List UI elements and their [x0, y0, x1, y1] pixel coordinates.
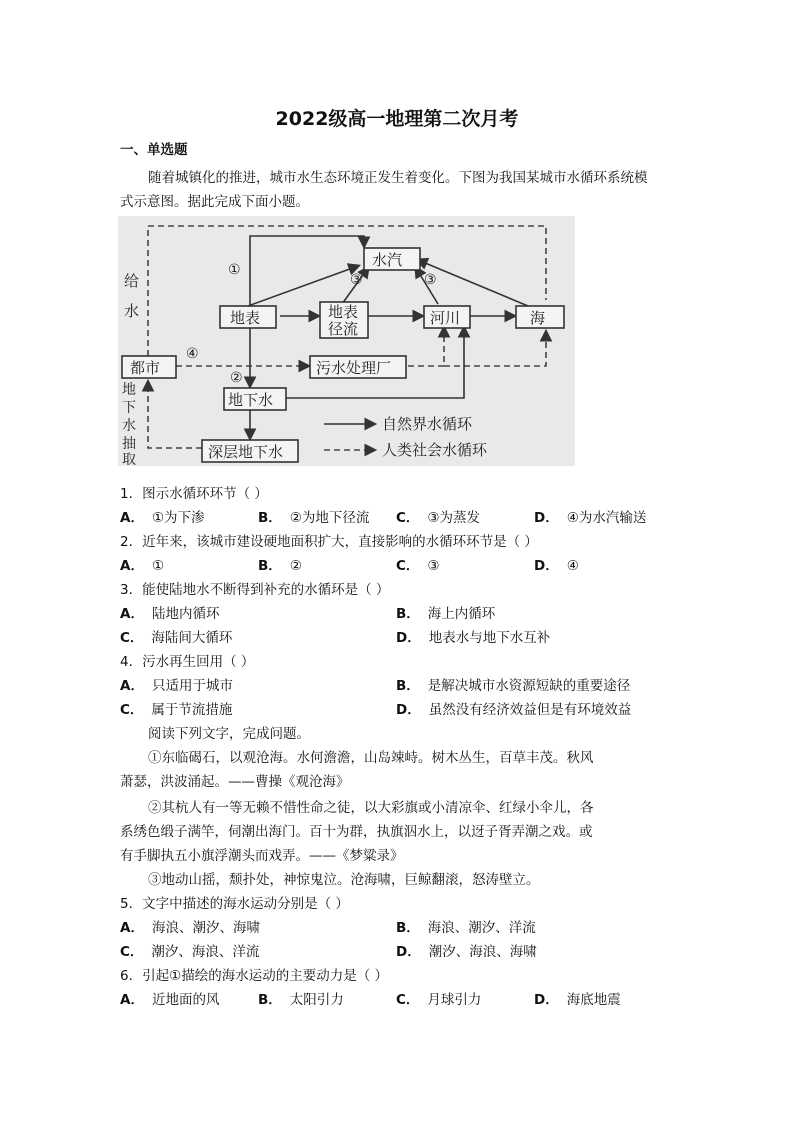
- q1-text-d: ④为水汽输送: [566, 510, 647, 526]
- q6-text-a: 近地面的风: [151, 992, 220, 1008]
- q6-letter-a: A．: [120, 992, 144, 1008]
- runoff-label-2: 径流: [328, 320, 359, 338]
- reading-p1-line-1: ①东临碣石，以观沧海。水何澹澹，山岛竦峙。树木丛生，百草丰茂。秋风: [148, 750, 594, 766]
- q5-option-d[interactable]: [396, 940, 537, 960]
- q4-option-c[interactable]: [120, 698, 232, 718]
- q1-option-d[interactable]: [534, 506, 646, 526]
- marker-1: ①: [228, 262, 241, 278]
- q4-option-d[interactable]: [396, 698, 631, 718]
- q5-letter-c: C．: [120, 944, 144, 960]
- reading-p2-line-1: ②其杭人有一等无赖不惜性命之徒，以大彩旗或小清凉伞、红绿小伞儿，各: [148, 800, 594, 816]
- legend-human: 人类社会水循环: [382, 441, 488, 459]
- q6-text-d: 海底地震: [566, 992, 621, 1008]
- q3-letter-d: D．: [396, 630, 421, 646]
- runoff-label-1: 地表: [328, 303, 359, 321]
- q2-option-c[interactable]: [396, 554, 440, 574]
- q5-option-b[interactable]: [396, 916, 536, 936]
- water-cycle-diagram: [118, 216, 575, 466]
- q4-text-d: 虽然没有经济效益但是有环境效益: [428, 702, 632, 718]
- q4-text-a: 只适用于城市: [151, 678, 233, 694]
- surface-label: 地表: [230, 309, 261, 327]
- q2-option-b[interactable]: [258, 554, 302, 574]
- marker-4: ④: [186, 346, 199, 362]
- q1-letter-d: D．: [534, 510, 559, 526]
- q2-text-d: ④: [566, 558, 579, 574]
- q3-letter-c: C．: [120, 630, 144, 646]
- q1-letter-c: C．: [396, 510, 420, 526]
- deep-groundwater-label: 深层地下水: [208, 443, 284, 461]
- q4-letter-c: C．: [120, 702, 144, 718]
- q6-letter-b: B．: [258, 992, 282, 1008]
- intro-line-2: 式示意图。据此完成下面小题。: [120, 194, 309, 210]
- vapor-label: 水汽: [372, 251, 403, 269]
- q3-stem: 3．能使陆地水不断得到补充的水循环是（ ）: [120, 582, 390, 598]
- q5-text-d: 潮汐、海浪、海啸: [428, 944, 537, 960]
- q2-option-d[interactable]: [534, 554, 579, 574]
- q3-option-c[interactable]: [120, 626, 232, 646]
- marker-2: ②: [230, 370, 243, 386]
- page-title: 2022级高一地理第二次月考: [275, 108, 519, 130]
- q5-stem: 5．文字中描述的海水运动分别是（ ）: [120, 896, 349, 912]
- q5-text-a: 海浪、潮汐、海啸: [151, 920, 260, 936]
- q6-letter-c: C．: [396, 992, 420, 1008]
- city-label: 都市: [130, 359, 161, 377]
- q3-text-c: 海陆间大循环: [151, 630, 233, 646]
- q5-option-c[interactable]: [120, 940, 259, 960]
- section-heading: 一、单选题: [120, 142, 188, 158]
- sea-label: 海: [530, 309, 546, 327]
- q4-letter-a: A．: [120, 678, 144, 694]
- q4-letter-b: B．: [396, 678, 420, 694]
- q3-text-b: 海上内循环: [427, 606, 496, 622]
- q2-letter-d: D．: [534, 558, 559, 574]
- q6-option-b[interactable]: [258, 988, 344, 1008]
- q2-text-b: ②: [289, 558, 302, 574]
- q1-text-a: ①为下渗: [151, 510, 205, 526]
- q1-text-b: ②为地下径流: [289, 510, 370, 526]
- q3-letter-a: A．: [120, 606, 144, 622]
- q6-stem: 6．引起①描绘的海水运动的主要动力是（ ）: [120, 968, 388, 984]
- q1-option-c[interactable]: [396, 506, 480, 526]
- q5-letter-d: D．: [396, 944, 421, 960]
- groundwater-label: 地下水: [228, 391, 274, 409]
- q1-letter-b: B．: [258, 510, 282, 526]
- q4-stem: 4．污水再生回用（ ）: [120, 654, 255, 670]
- legend-natural: 自然界水循环: [382, 415, 473, 433]
- q6-option-d[interactable]: [534, 988, 621, 1008]
- reading-p3-line-1: ③地动山摇，颓扑处，神惊鬼泣。沧海啸，巨鲸翻滚，怒涛壁立。: [148, 872, 540, 888]
- q3-option-b[interactable]: [396, 602, 495, 622]
- q4-text-b: 是解决城市水资源短缺的重要途径: [427, 678, 631, 694]
- marker-3b: ③: [424, 272, 437, 288]
- q5-letter-a: A．: [120, 920, 144, 936]
- q4-option-a[interactable]: [120, 674, 233, 694]
- q2-letter-c: C．: [396, 558, 420, 574]
- q6-letter-d: D．: [534, 992, 559, 1008]
- extract-label-1: 地: [122, 382, 136, 398]
- extract-label-3: 水: [122, 418, 136, 434]
- q2-letter-a: A．: [120, 558, 144, 574]
- extract-label-2: 下: [122, 400, 136, 416]
- sewage-label: 污水处理厂: [316, 359, 392, 377]
- q2-stem: 2．近年来，该城市建设硬地面积扩大，直接影响的水循环环节是（ ）: [120, 534, 538, 550]
- q1-text-c: ③为蒸发: [427, 510, 481, 526]
- q6-text-b: 太阳引力: [289, 992, 344, 1008]
- q1-letter-a: A．: [120, 510, 144, 526]
- q2-letter-b: B．: [258, 558, 282, 574]
- q3-option-d[interactable]: [396, 626, 550, 646]
- q2-option-a[interactable]: [120, 554, 164, 574]
- q4-option-b[interactable]: [396, 674, 630, 694]
- q5-text-c: 潮汐、海浪、洋流: [151, 944, 260, 960]
- reading-p2-line-3: 有手脚执五小旗浮潮头而戏弄。——《梦粱录》: [120, 848, 404, 864]
- extract-label-5: 取: [122, 452, 136, 466]
- reading-lead: 阅读下列文字，完成问题。: [148, 726, 310, 742]
- q6-option-a[interactable]: [120, 988, 219, 1008]
- supply-label-1: 给: [124, 272, 140, 290]
- q5-option-a[interactable]: [120, 916, 260, 936]
- q1-option-a[interactable]: [120, 506, 205, 526]
- q3-text-a: 陆地内循环: [151, 606, 220, 622]
- q5-letter-b: B．: [396, 920, 420, 936]
- q2-text-c: ③: [427, 558, 440, 574]
- q6-text-c: 月球引力: [427, 992, 482, 1008]
- q1-stem: 1．图示水循环环节（ ）: [120, 486, 268, 502]
- q2-text-a: ①: [151, 558, 165, 574]
- extract-label-4: 抽: [122, 436, 136, 452]
- q5-text-b: 海浪、潮汐、洋流: [427, 920, 536, 936]
- reading-p1-line-2: 萧瑟，洪波涌起。——曹操《观沧海》: [120, 774, 350, 790]
- reading-p2-line-2: 系绣色缎子满竿，伺潮出海门。百十为群，执旗泅水上，以迓子胥弄潮之戏。或: [120, 824, 593, 840]
- q1-option-b[interactable]: [258, 506, 369, 526]
- supply-label-2: 水: [124, 302, 140, 320]
- q3-option-a[interactable]: [120, 602, 219, 622]
- river-label: 河川: [430, 309, 461, 327]
- intro-line-1: 随着城镇化的推进，城市水生态环境正发生着变化。下图为我国某城市水循环系统模: [148, 170, 648, 186]
- marker-3a: ③: [350, 272, 363, 288]
- q3-letter-b: B．: [396, 606, 420, 622]
- q6-option-c[interactable]: [396, 988, 481, 1008]
- q4-text-c: 属于节流措施: [151, 702, 233, 718]
- q3-text-d: 地表水与地下水互补: [428, 630, 551, 646]
- q4-letter-d: D．: [396, 702, 421, 718]
